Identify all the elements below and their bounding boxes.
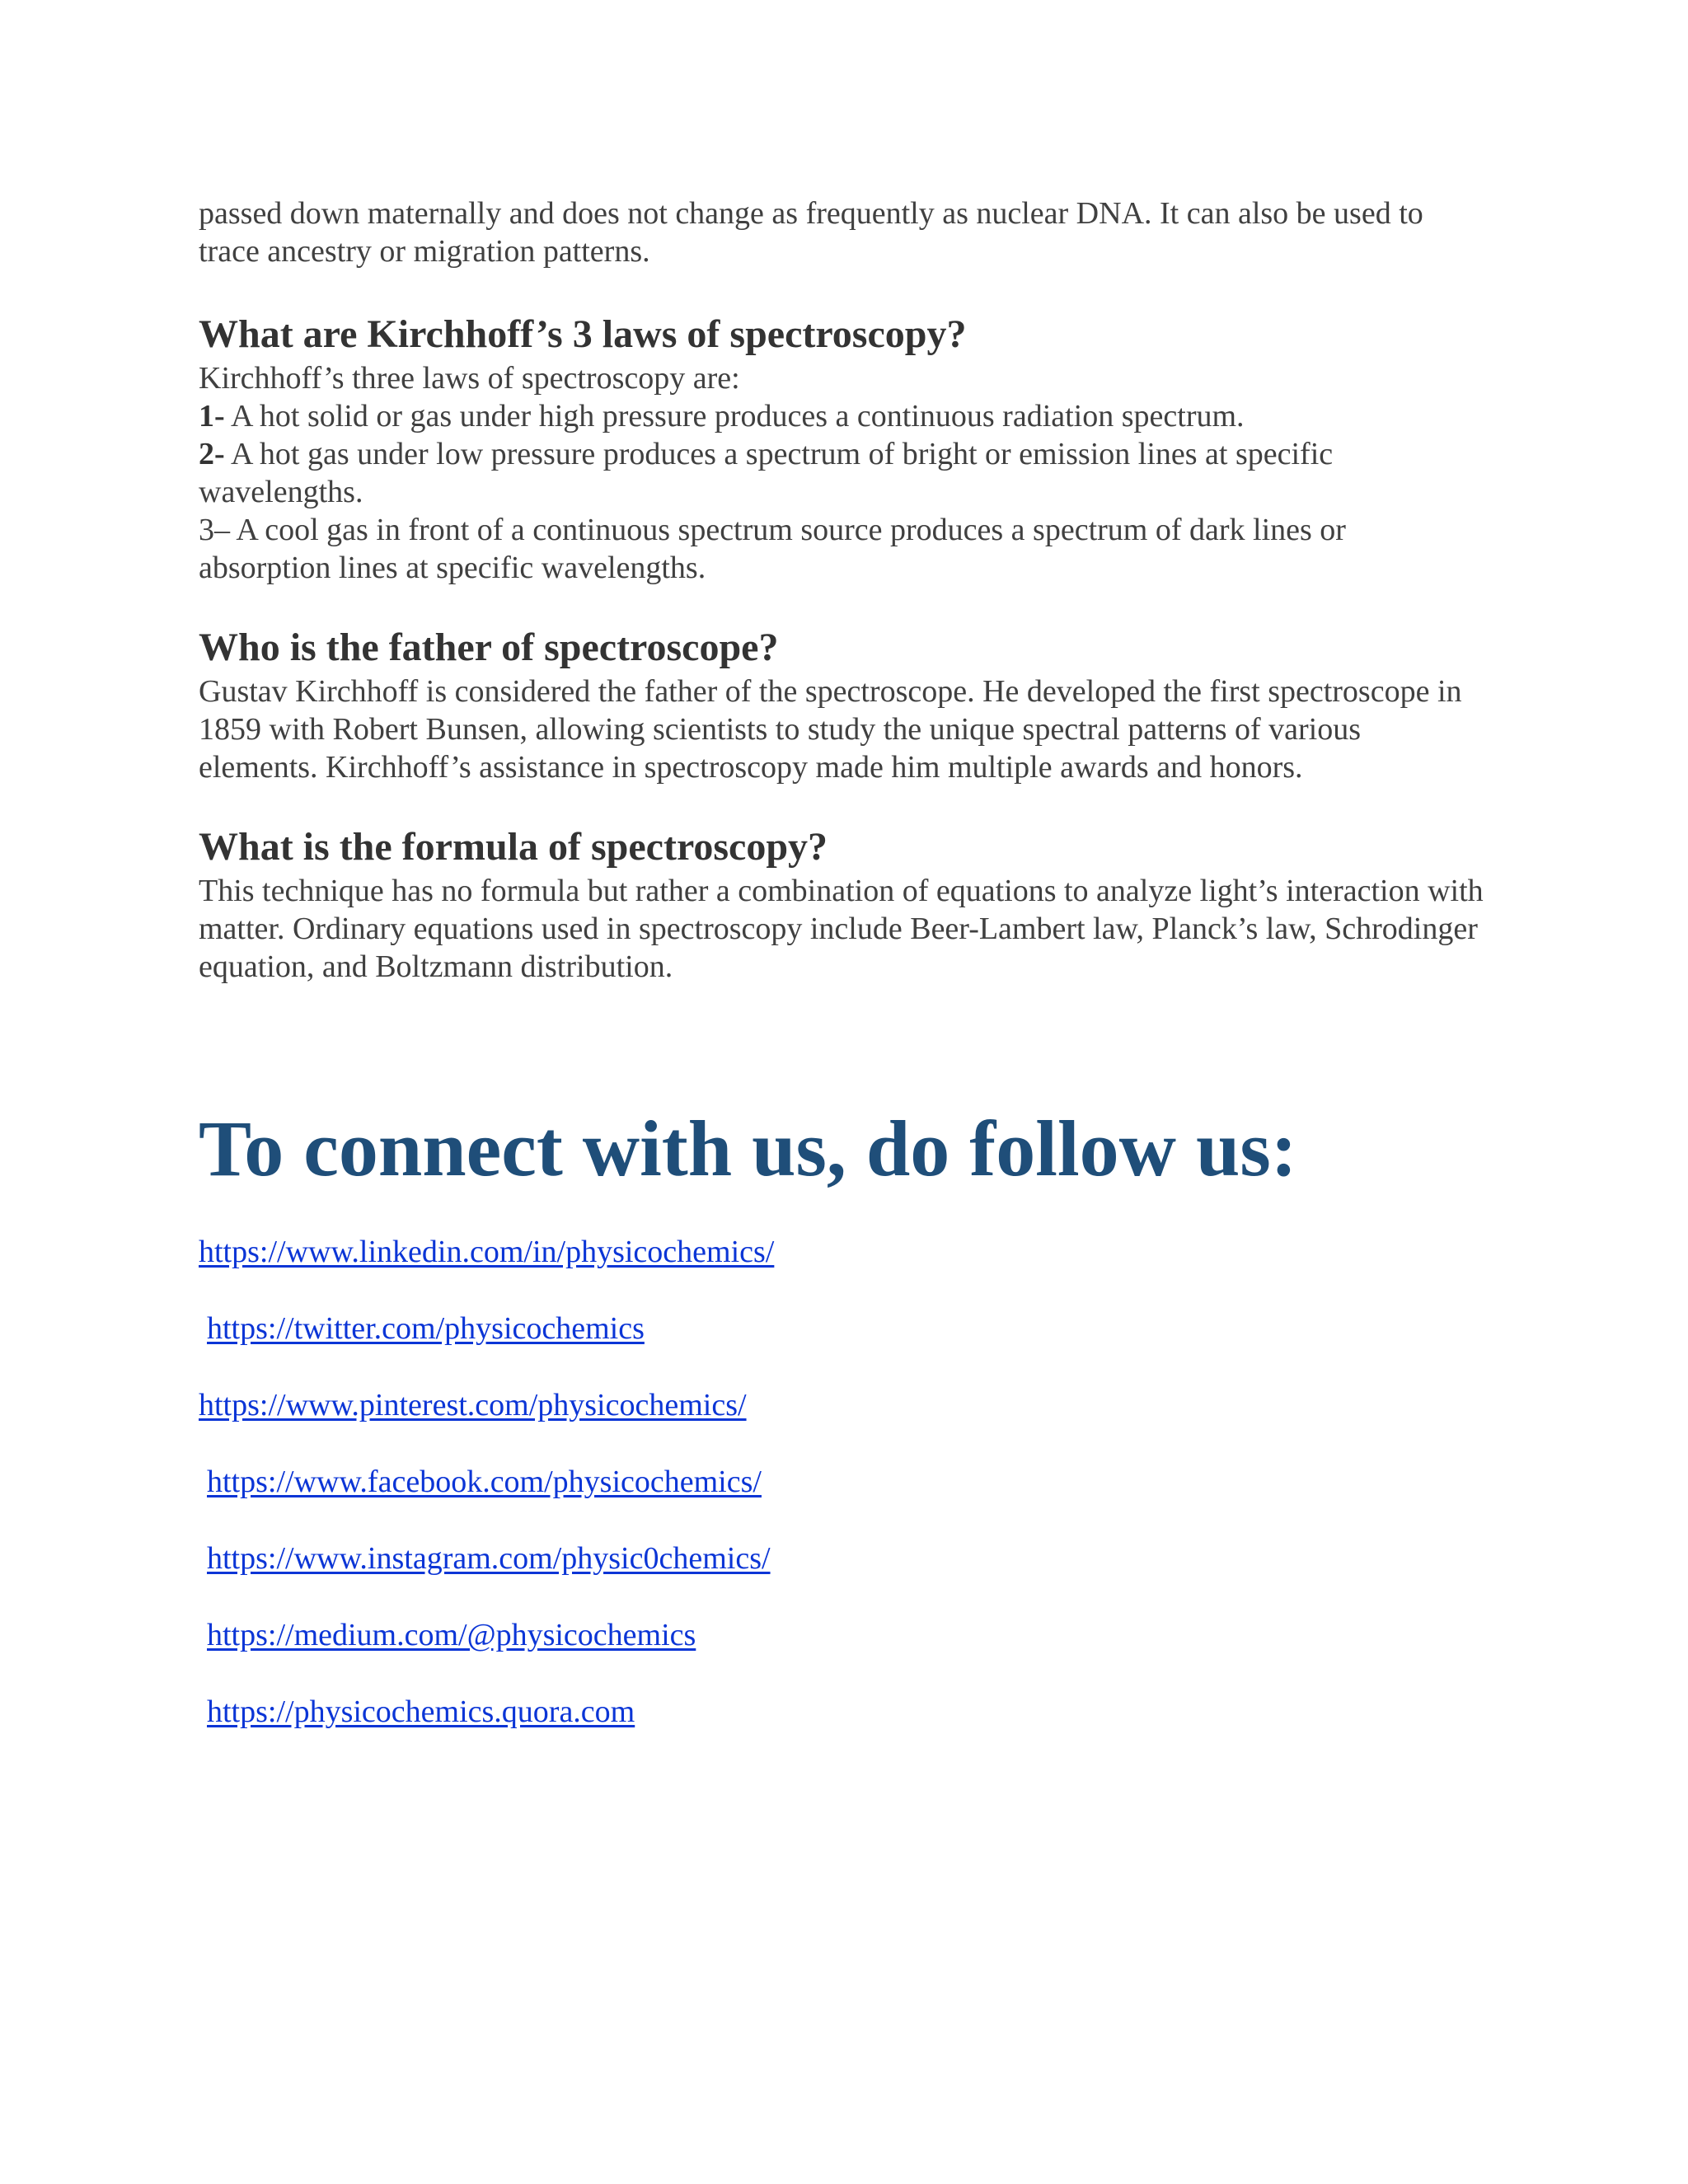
document-page [199, 194, 1484, 1769]
law-item [199, 397, 1484, 435]
law-number: 1- [199, 399, 225, 434]
law-number: 2- [199, 437, 225, 471]
law-item [199, 435, 1484, 511]
linkedin-link[interactable]: https://www.linkedin.com/in/physicochemics/ [199, 1235, 775, 1269]
section-heading: Who is the father of spectroscope? [199, 626, 779, 669]
facebook-link[interactable]: https://www.facebook.com/physicochemics/ [207, 1465, 762, 1499]
pinterest-link[interactable]: https://www.pinterest.com/physicochemics/ [199, 1388, 747, 1422]
spacer [199, 1024, 1484, 1103]
medium-link[interactable]: https://medium.com/@physicochemics [207, 1618, 696, 1652]
connect-heading: To connect with us, do follow us: [199, 1104, 1297, 1193]
law-text: A hot gas under low pressure produces a spectrum of bright or emission lines at specific wavelengths. [199, 437, 1334, 509]
section-body: Gustav Kirchhoff is considered the father of the spectroscope. He developed the first spectroscope in 1859 with Robert Bunsen, allowing scientists to study the unique spectral patterns of various elements. Kirchhoff’s assistance in spectroscopy made him multiple awards and honors. [199, 674, 1462, 785]
twitter-link[interactable]: https://twitter.com/physicochemics [207, 1311, 645, 1346]
quora-link[interactable]: https://physicochemics.quora.com [207, 1694, 635, 1729]
section-lead: Kirchhoff’s three laws of spectroscopy are: [199, 361, 740, 396]
intro-paragraph: passed down maternally and does not change as frequently as nuclear DNA. It can also be used to trace ancestry or migration patterns. [199, 196, 1423, 269]
social-links-list [199, 1233, 1484, 1731]
section-heading: What are Kirchhoff’s 3 laws of spectroscopy? [199, 312, 967, 356]
law-item [199, 511, 1484, 587]
instagram-link[interactable]: https://www.instagram.com/physic0chemics/ [207, 1541, 771, 1576]
section-kirchhoff-laws [199, 312, 1484, 587]
section-body: This technique has no formula but rather a combination of equations to analyze light’s interaction with matter. Ordinary equations used in spectroscopy include Beer-Lambert law, Planck’s law, Schrodinger equation, and Boltzmann distribution. [199, 874, 1484, 984]
section-formula [199, 824, 1484, 986]
law-text: 3– A cool gas in front of a continuous spectrum source produces a spectrum of dark lines or absorption lines at specific wavelengths. [199, 513, 1346, 585]
law-text: A hot solid or gas under high pressure produces a continuous radiation spectrum. [224, 399, 1245, 434]
section-heading: What is the formula of spectroscopy? [199, 825, 828, 869]
section-father-of-spectroscope [199, 625, 1484, 786]
